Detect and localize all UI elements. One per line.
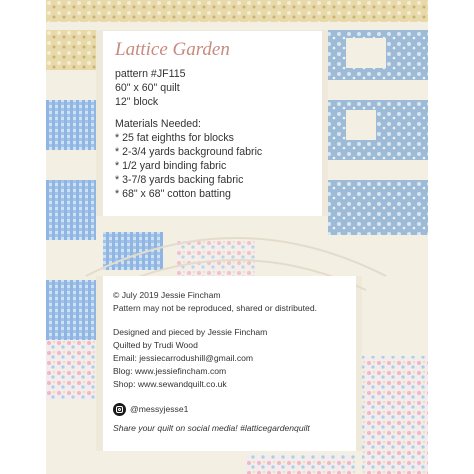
- pattern-details-card: [103, 31, 322, 216]
- pattern-cover: [46, 0, 428, 474]
- material-item: * 1/2 yard binding fabric: [115, 160, 227, 172]
- pattern-title: Lattice Garden: [115, 39, 230, 60]
- material-item: * 68" x 68" cotton batting: [115, 188, 231, 200]
- share-message: Share your quilt on social media! #latticegardenquilt: [113, 423, 310, 433]
- email-contact: Email: jessiecarrodushill@gmail.com: [113, 353, 254, 363]
- shop-link[interactable]: Shop: www.sewandquilt.co.uk: [113, 379, 227, 389]
- quilter-credit: Quilted by Trudi Wood: [113, 340, 198, 350]
- pattern-number: pattern #JF115: [115, 68, 186, 80]
- material-item: * 2-3/4 yards background fabric: [115, 146, 263, 158]
- material-item: * 3-7/8 yards backing fabric: [115, 174, 244, 186]
- designer-credit: Designed and pieced by Jessie Fincham: [113, 327, 268, 337]
- instagram-icon: [113, 403, 126, 416]
- rights-notice: Pattern may not be reproduced, shared or distributed.: [113, 303, 317, 313]
- credits-card: [103, 276, 356, 451]
- blog-link[interactable]: Blog: www.jessiefincham.com: [113, 366, 227, 376]
- copyright-notice: © July 2019 Jessie Fincham: [113, 290, 221, 300]
- instagram-handle[interactable]: @messyjesse1: [130, 404, 189, 414]
- material-item: * 25 fat eighths for blocks: [115, 132, 234, 144]
- materials-heading: Materials Needed:: [115, 118, 201, 130]
- block-size: 12" block: [115, 96, 159, 108]
- quilt-size: 60" x 60" quilt: [115, 82, 180, 94]
